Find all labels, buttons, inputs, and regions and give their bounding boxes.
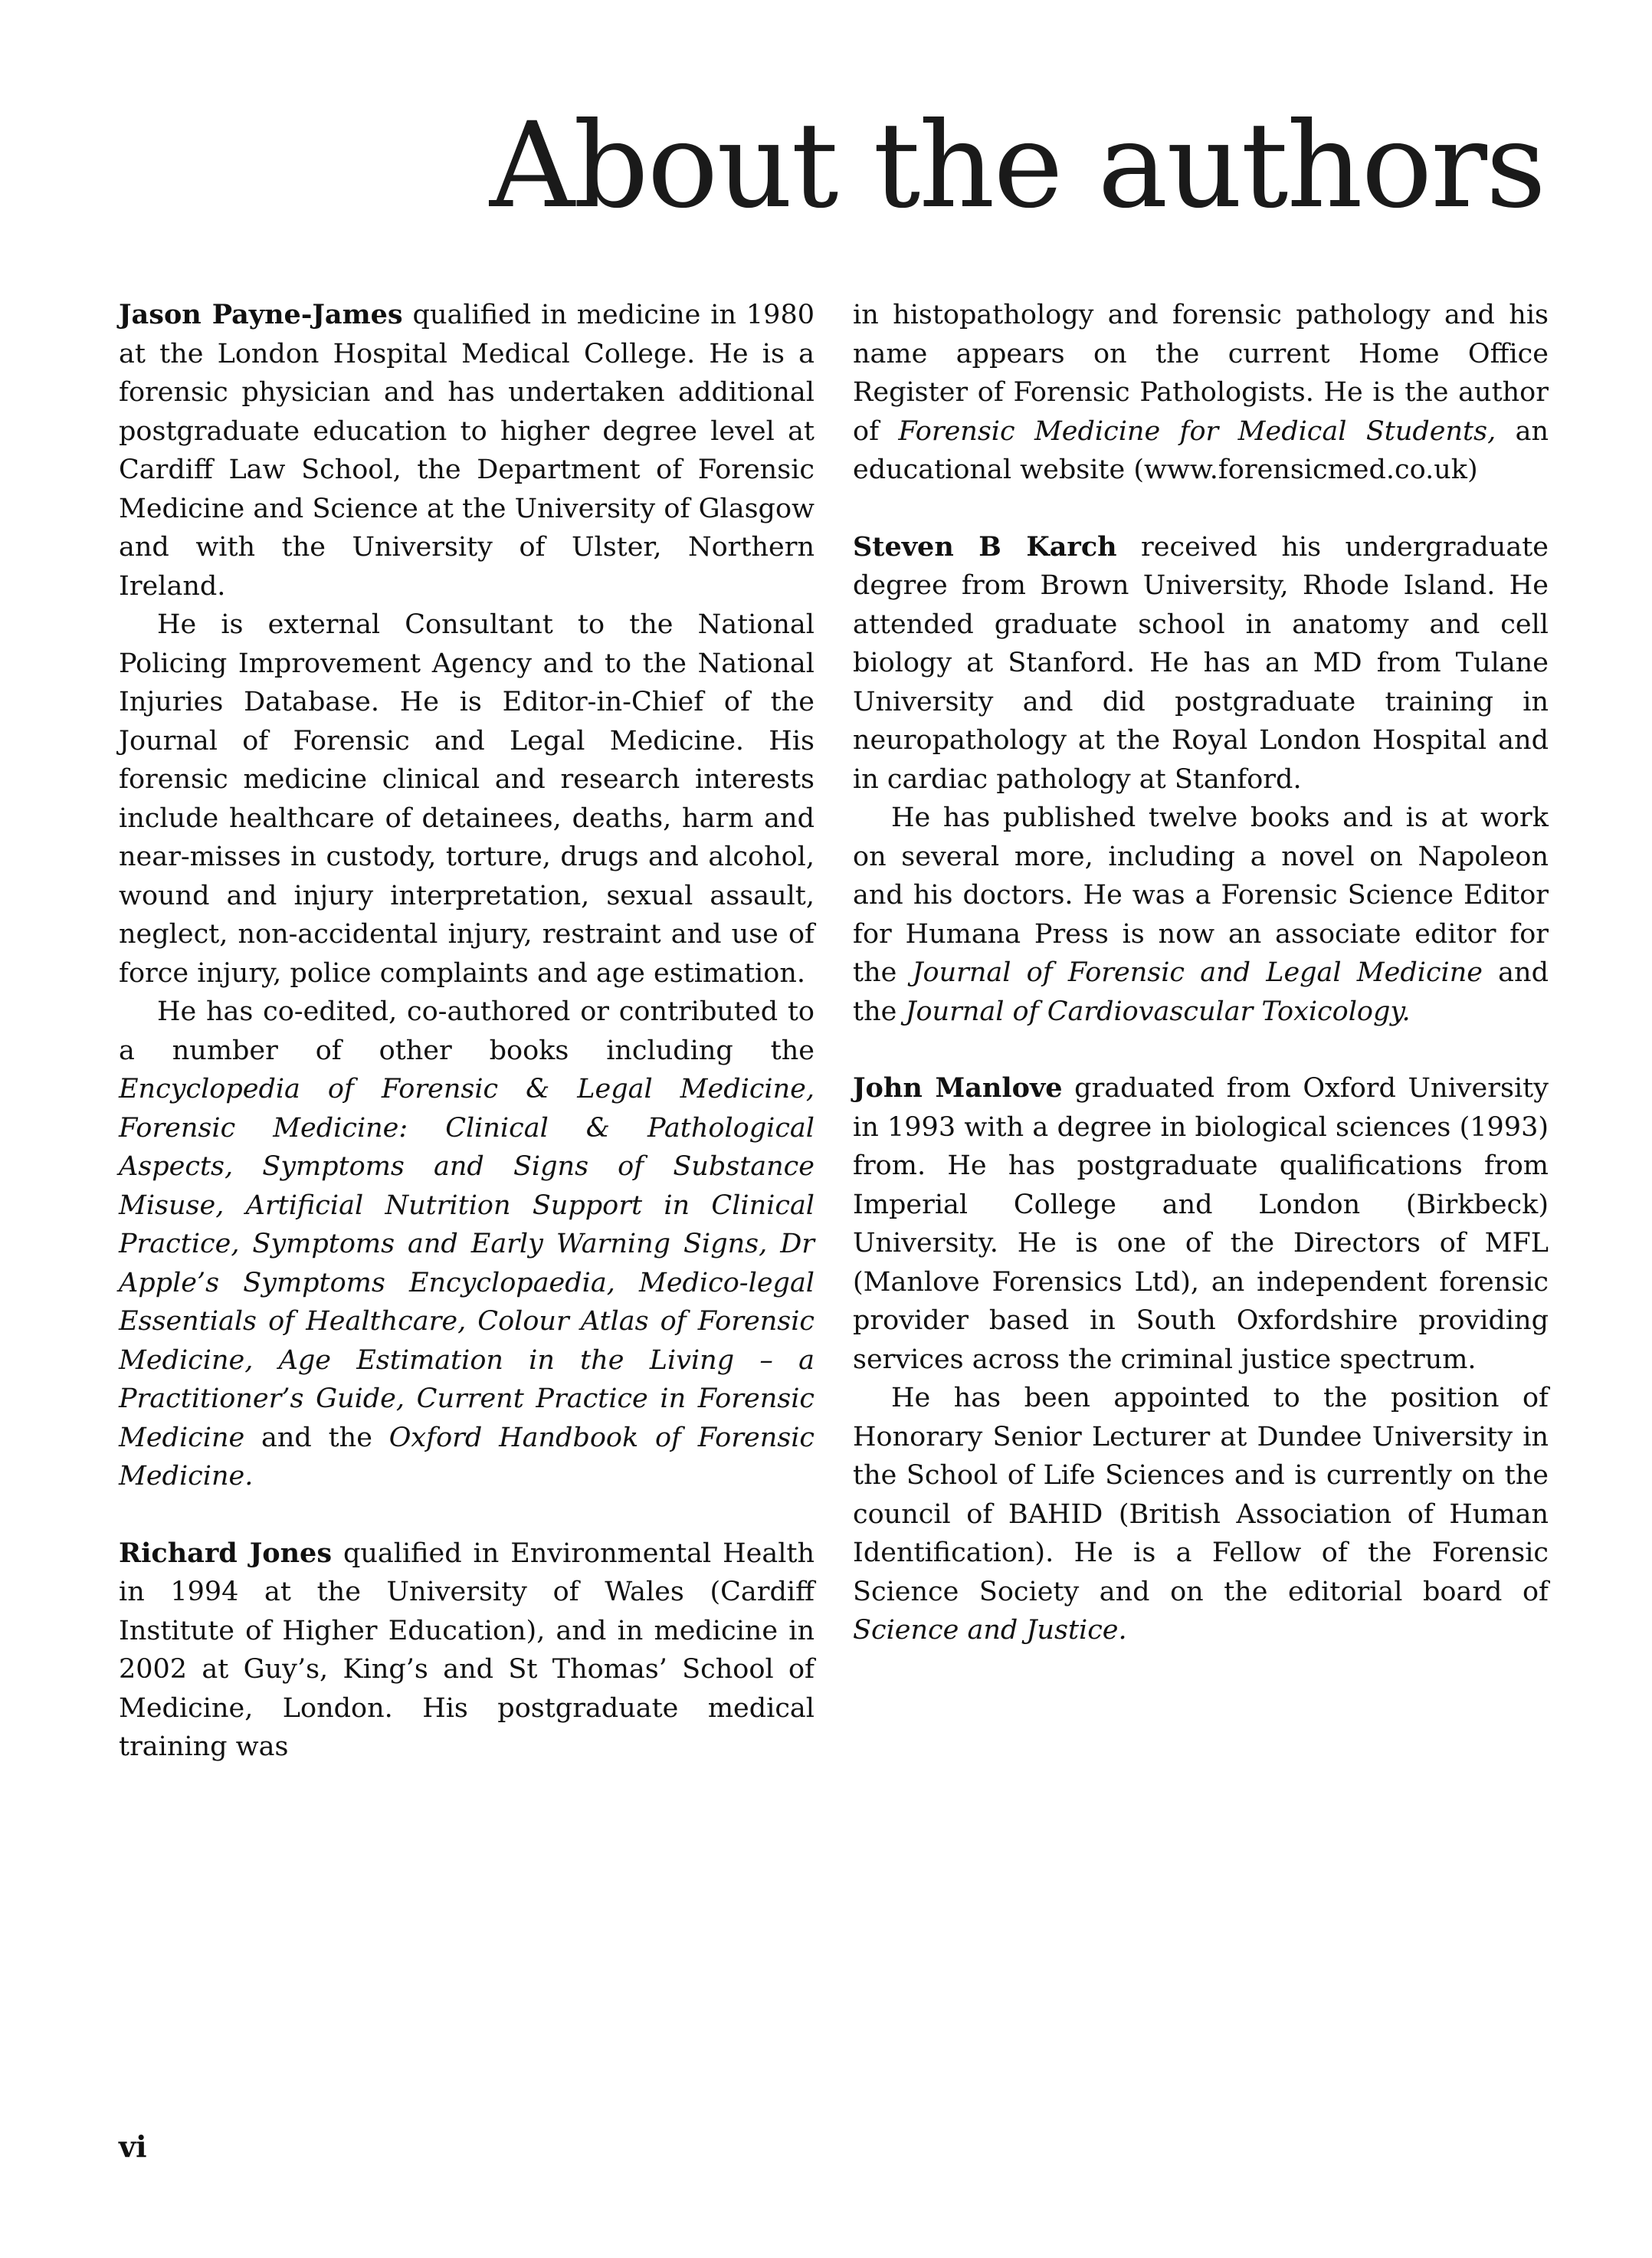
bio-paragraph xyxy=(119,1534,815,1767)
bio-continuation xyxy=(853,296,1549,490)
author-name: Richard Jones xyxy=(119,1537,333,1569)
book-titles: Encyclopedia of Forensic & Legal Medicine, Forensic Medicine: Clinical & Pathological Aspects, Symptoms and Signs of Substance Misuse, Artificial Nutrition Support in Clinical Practice, Symptoms and Early Warning Signs, Dr Apple’s Symptoms Encyclopaedia, Medico-legal Essentials of Healthcare, Colour Atlas of Forensic Medicine, Age Estimation in the Living – a Practitioner’s Guide, Current Practice in Forensic Medicine xyxy=(119,1074,815,1453)
bio-text: and the xyxy=(244,1422,389,1453)
book-title: Forensic Medicine for Medical Students, xyxy=(898,415,1496,447)
bio-text: graduated from Oxford University in 1993 with a degree in biological sciences (1993) from. He has postgraduate qualifications from Imperial College and London (Birkbeck) University. He is one of the Directors of MFL (Manlove Forensics Ltd), an independent forensic provider based in South Oxfordshire providing services across the criminal justice spectrum. xyxy=(853,1073,1549,1375)
journal-title: Journal of Forensic and Legal Medicine xyxy=(912,957,1483,988)
bio-paragraph xyxy=(119,296,815,606)
bio-paragraph xyxy=(853,1069,1549,1379)
bio-text: qualified in Environmental Health in 1994 at the University of Wales (Cardiff Institute of Higher Education), and in medicine in 2002 at Guy’s, King’s and St Thomas’ School of Medicine, London. His postgraduate medical training was xyxy=(119,1538,815,1762)
bio-text: He has co-edited, co-authored or contributed to a number of other books including the xyxy=(119,996,815,1066)
bio-paragraph xyxy=(853,799,1549,1031)
page-title: About the authors xyxy=(489,97,1545,235)
author-bio-jones-continued xyxy=(853,296,1549,490)
bio-paragraph xyxy=(119,606,815,993)
bio-paragraph xyxy=(853,296,1549,490)
right-column xyxy=(853,296,1549,1650)
bio-text: qualified in medicine in 1980 at the London Hospital Medical College. He is a forensic physician and has undertaken additional postgraduate education to higher degree level at Cardiff Law School, the Department of Forensic Medicine and Science at the University of Glasgow and with the University of Ulster, Northern Ireland. xyxy=(119,300,815,602)
book-title: Oxford Handbook of Forensic Medicine. xyxy=(119,1422,815,1492)
bio-paragraph xyxy=(853,1379,1549,1650)
bio-text: in histopathology and forensic pathology and his name appears on the current Home Office Register of Forensic Pathologists. He is the author of xyxy=(853,300,1549,447)
author-bio-manlove xyxy=(853,1069,1549,1650)
author-name: John Manlove xyxy=(853,1072,1063,1104)
journal-title: Science and Justice. xyxy=(853,1615,1127,1646)
author-name: Steven B Karch xyxy=(853,530,1117,563)
bio-text: an educational website (www.forensicmed.co.uk) xyxy=(853,415,1549,485)
bio-paragraph xyxy=(853,528,1549,799)
author-bio-jones xyxy=(119,1534,815,1767)
bio-text: He has published twelve books and is at work on several more, including a novel on Napoleon and his doctors. He was a Forensic Science Editor for Humana Press is now an associate editor for the xyxy=(853,802,1549,988)
author-bio-karch xyxy=(853,528,1549,1032)
page-number: vi xyxy=(119,2129,147,2164)
bio-paragraph xyxy=(119,993,815,1496)
author-name: Jason Payne-James xyxy=(119,299,403,330)
author-bio-payne-james xyxy=(119,296,815,1496)
journal-title: Journal of Cardiovascular Toxicology. xyxy=(905,996,1411,1027)
bio-text: and the xyxy=(853,957,1549,1027)
bio-text: He is external Consultant to the National Policing Improvement Agency and to the National Injuries Database. He is Editor-in-Chief of the Journal of Forensic and Legal Medicine. His forensic medicine clinical and research interests include healthcare of detainees, deaths, harm and near-misses in custody, torture, drugs and alcohol, wound and injury interpretation, sexual assault, neglect, non-accidental injury, restraint and use of force injury, police complaints and age estimation. xyxy=(119,609,815,989)
left-column xyxy=(119,296,815,1767)
bio-text: He has been appointed to the position of Honorary Senior Lecturer at Dundee University in the School of Life Sciences and is currently on the council of BAHID (British Association of Human Identification). He is a Fellow of the Forensic Science Society and on the editorial board of xyxy=(853,1383,1549,1607)
bio-text: received his undergraduate degree from Brown University, Rhode Island. He attended graduate school in anatomy and cell biology at Stanford. He has an MD from Tulane University and did postgraduate training in neuropathology at the Royal London Hospital and in cardiac pathology at Stanford. xyxy=(853,531,1549,795)
